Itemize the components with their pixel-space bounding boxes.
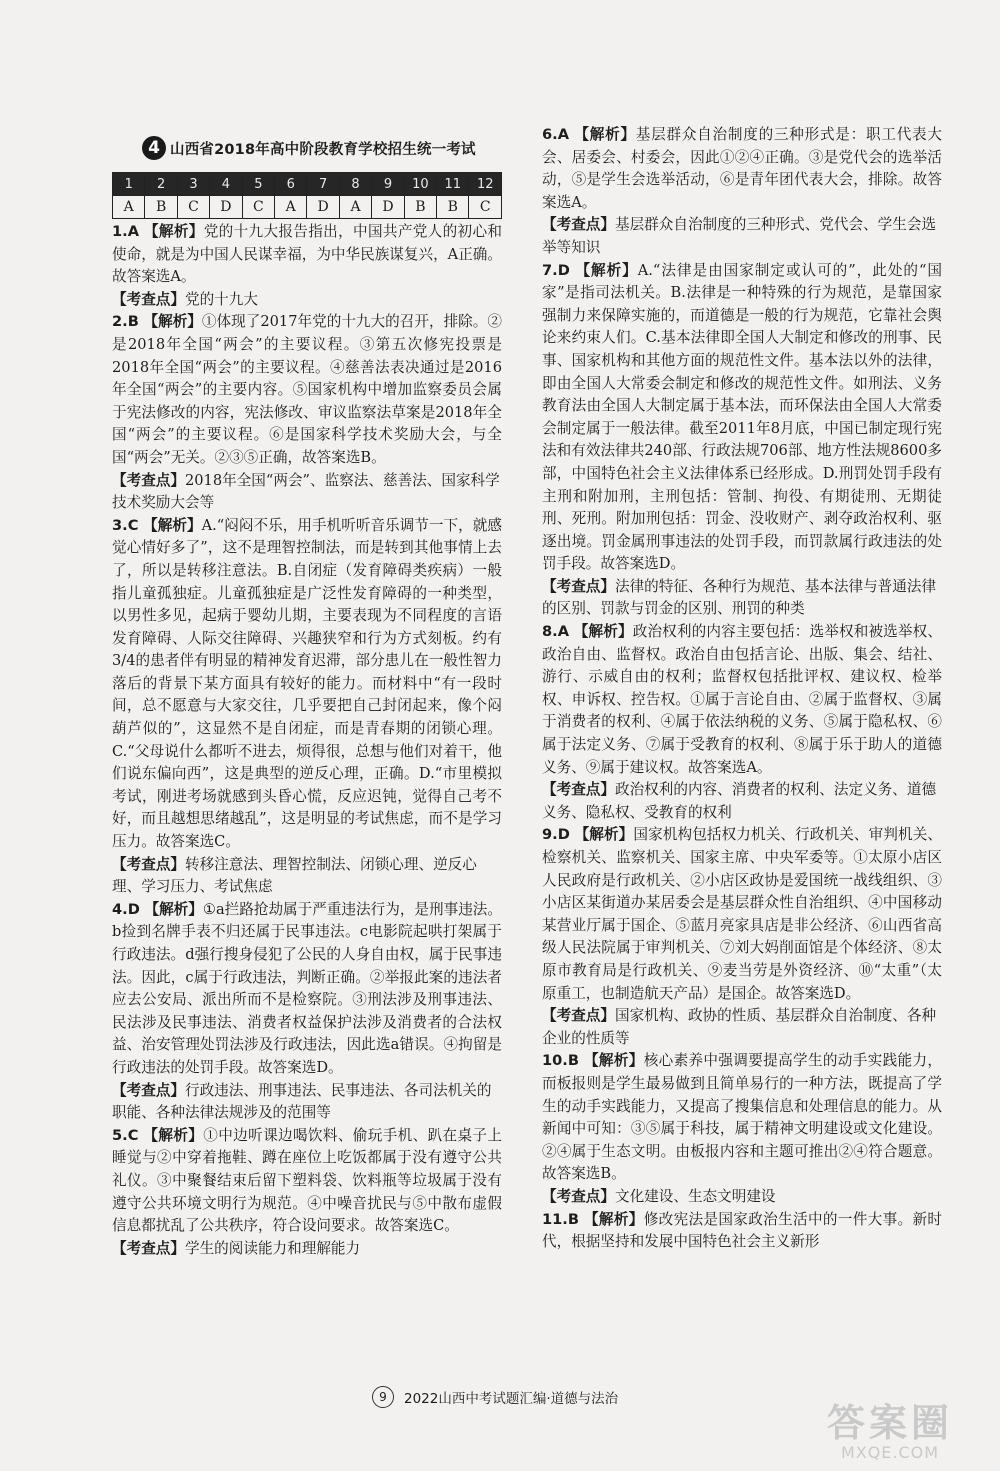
answer-table-number: 7 bbox=[307, 173, 339, 196]
question-number: 11. bbox=[542, 1210, 568, 1228]
analysis-text: ①a拦路抢劫属于严重违法行为，是刑事违法。b捡到名牌手表不归还属于民事违法。c电影院起哄打架属于行政违法。d强行搜身侵犯了公民的人身自由权，属于民事违法。因此，c属于行政违法，判断正确。②举报此案的违法者应去公安局、派出所而不是检察院。③刑法涉及刑事违法、民法涉及民事违法、消费者权益保护法涉及消费者的合法权益、治安管理处罚法涉及行政违法，因此选a错误。④拘留是行政违法的处罚手段。故答案选D。 bbox=[112, 900, 502, 1076]
key-point-text: 行政违法、刑事违法、民事违法、各司法机关的职能、各种法律法规涉及的范围等 bbox=[112, 1081, 492, 1122]
key-point bbox=[112, 1238, 502, 1261]
answer-table-answer: A bbox=[275, 196, 307, 219]
analysis-tag: 【解析】 bbox=[574, 126, 636, 143]
question-answer: C bbox=[127, 1126, 139, 1144]
key-point-tag: 【考查点】 bbox=[112, 1081, 185, 1099]
question-answer: B bbox=[127, 313, 139, 331]
question-answer: C bbox=[127, 516, 139, 534]
analysis-text: 政治权利的内容主要包括：选举权和被选举权、政治自由、监督权。政治自由包括言论、出版、集会、结社、游行、示威自由的权利；监督权包括批评权、建议权、检举权、申诉权、控告权。①属于言论自由、②属于监督权、③属于消费者的权利、④属于依法纳税的义务、⑤属于隐私权、⑥属于法定义务、⑦属于受教育的权利、⑧属于乐于助人的道德义务、⑨属于建议权。故答案选A。 bbox=[542, 623, 942, 776]
answer-table-number: 5 bbox=[242, 173, 274, 196]
question-explanation bbox=[542, 260, 942, 576]
analysis-tag: 【解析】 bbox=[573, 623, 633, 641]
key-point-text: 法律的特征、各种行为规范、基本法律与普通法律的区别、罚款与罚金的区别、刑罚的种类 bbox=[542, 577, 937, 618]
key-point-tag: 【考查点】 bbox=[112, 471, 185, 489]
exam-number-badge: 4 bbox=[142, 136, 166, 160]
answer-table-number: 12 bbox=[469, 173, 502, 196]
key-point bbox=[542, 1186, 942, 1209]
answer-table-number: 6 bbox=[275, 173, 307, 196]
analysis-text: ①体现了2017年党的十九大的召开，排除。②是2018年全国“两会”的主要议程。③第五次修宪投票是2018年全国“两会”的主要议程。④慈善法表决通过是2016年全国“两会”的主要内容。⑤国家机构中增加监察委员会属于宪法修改的内容，宪法修改、审议监察法草案是2018年全国“两会”的主要议程。⑥是国家科学技术奖励大会，与全国“两会”无关。②③⑤正确，故答案选B。 bbox=[112, 313, 502, 466]
key-point-tag: 【考查点】 bbox=[542, 216, 615, 234]
key-point bbox=[542, 779, 942, 824]
question-number: 10. bbox=[542, 1052, 568, 1070]
watermark-sub-text: MXQE.COM bbox=[840, 1443, 940, 1462]
question-number: 8. bbox=[542, 623, 558, 641]
key-point-tag: 【考查点】 bbox=[112, 855, 185, 873]
question-answer: D bbox=[127, 900, 140, 918]
question-answer: B bbox=[567, 1052, 579, 1070]
page-footer bbox=[372, 1386, 672, 1408]
watermark-main-text: 答案圈 bbox=[826, 1401, 953, 1445]
question-answer: A bbox=[127, 223, 139, 240]
question-explanation bbox=[542, 621, 942, 779]
answer-table bbox=[112, 172, 502, 219]
key-point-tag: 【考查点】 bbox=[112, 290, 185, 308]
key-point-tag: 【考查点】 bbox=[542, 781, 615, 799]
question-answer: D bbox=[557, 261, 570, 279]
answer-table-answer: D bbox=[372, 196, 404, 219]
key-point bbox=[542, 214, 942, 259]
question-number: 7. bbox=[542, 261, 558, 279]
key-point-tag: 【考查点】 bbox=[542, 577, 615, 595]
analysis-text: A.“闷闷不乐，用手机听听音乐调节一下，就感觉心情好多了”，这不是理智控制法，而是转到其他事情上去了，所以是转移注意法。B.自闭症（发育障碍类疾病）一般指儿童孤独症。儿童孤独症是广泛性发育障碍的一种类型，以男性多见，起病于婴幼儿期，主要表现为不同程度的言语发育障碍、人际交往障碍、兴趣狭窄和行为方式刻板。约有3/4的患者伴有明显的精神发育迟滞，部分患儿在一般性智力落后的背景下某方面具有较好的能力。而材料中“有一段时间，总不愿意与大家交往，几乎要把自己封闭起来，像个闷葫芦似的”，这显然不是自闭症，而是青春期的闭锁心理。C.“父母说什么都听不进去，烦得很，总想与他们对着干，他们说东偏向西”，这是典型的逆反心理，正确。D.“市里模拟考试，刚进考场就感到头昏心慌，反应迟钝，觉得自己考不好，而且越想思绪越乱”，这是明显的考试焦虑，而不是学习压力。故答案选C。 bbox=[112, 516, 502, 851]
page-number: 9 bbox=[372, 1386, 394, 1408]
answer-table-answer: C bbox=[469, 196, 502, 219]
question-explanation bbox=[542, 124, 942, 214]
answer-table-number: 4 bbox=[210, 173, 242, 196]
analysis-text: 党的十九大报告指出，中国共产党人的初心和使命，就是为中国人民谋幸福，为中华民族谋复兴，A正确。故答案选A。 bbox=[112, 223, 502, 286]
question-explanation bbox=[112, 515, 502, 854]
analysis-tag: 【解析】 bbox=[143, 1126, 204, 1144]
analysis-tag: 【解析】 bbox=[574, 826, 634, 844]
analysis-tag: 【解析】 bbox=[144, 900, 203, 918]
answer-table-answer: A bbox=[339, 196, 371, 219]
exam-title-row bbox=[142, 128, 502, 168]
key-point bbox=[112, 289, 502, 312]
answer-table-number: 3 bbox=[177, 173, 209, 196]
analysis-text: A.“法律是由国家制定或认可的”，此处的“国家”是指司法机关。B.法律是一种特殊的行为规范，是靠国家强制力来保障实施的，而道德是一般的行为规范，它靠社会舆论来约束人们。C.基本法律即全国人大制定和修改的刑事、民事、国家机构和其他方面的规范性文件。基本法以外的法律，即由全国人大常委会制定和修改的规范性文件。如刑法、义务教育法由全国人大制定属于基本法，而环保法由全国人大常委会制定属于一般法律。截至2011年8月底，中国已制定现行宪法和有效法律共240部、行政法规706部、地方性法规8600多部，中国特色社会主义法律体系已经形成。D.刑罚处罚手段有主刑和附加刑，主刑包括：管制、拘役、有期徒刑、无期徒刑、死刑。附加刑包括：罚金、没收财产、剥夺政治权利、驱逐出境。罚金属刑事违法的处罚手段，而罚款属行政违法的处罚手段。故答案选D。 bbox=[542, 261, 942, 573]
answer-table-number: 9 bbox=[372, 173, 404, 196]
left-column bbox=[112, 128, 502, 1260]
question-explanation bbox=[542, 1209, 942, 1254]
question-answer: D bbox=[557, 826, 570, 844]
analysis-tag: 【解析】 bbox=[143, 516, 202, 534]
answer-table-answer: A bbox=[113, 196, 145, 219]
key-point bbox=[112, 470, 502, 515]
key-point-text: 政治权利的内容、消费者的权利、法定义务、道德义务、隐私权、受教育的权利 bbox=[542, 781, 937, 821]
key-point-text: 国家机构、政协的性质、基层群众自治制度、各种企业的性质等 bbox=[542, 1007, 937, 1047]
answer-table-answer: D bbox=[307, 196, 339, 219]
answer-table-answer: D bbox=[210, 196, 242, 219]
question-answer: A bbox=[557, 623, 569, 641]
key-point bbox=[542, 1005, 942, 1050]
answer-table-number: 11 bbox=[437, 173, 469, 196]
key-point-text: 文化建设、生态文明建设 bbox=[614, 1187, 776, 1205]
analysis-tag: 【解析】 bbox=[583, 1210, 644, 1228]
key-point bbox=[112, 1080, 502, 1125]
question-explanation bbox=[542, 824, 942, 1005]
watermark-logo bbox=[810, 1402, 970, 1464]
key-point-text: 党的十九大 bbox=[184, 290, 258, 308]
question-number: 4. bbox=[112, 900, 128, 918]
answer-table-number: 8 bbox=[339, 173, 371, 196]
answer-table-header-row bbox=[113, 173, 502, 196]
answer-table-answer-row bbox=[113, 196, 502, 219]
analysis-text: 修改宪法是国家政治生活中的一件大事。新时代，根据坚持和发展中国特色社会主义新形 bbox=[542, 1210, 942, 1251]
analysis-tag: 【解析】 bbox=[143, 223, 204, 240]
key-point-tag: 【考查点】 bbox=[112, 1239, 185, 1257]
key-point-text: 2018年全国“两会”、监察法、慈善法、国家科学技术奖励大会等 bbox=[112, 471, 500, 512]
question-number: 5. bbox=[112, 1126, 128, 1144]
answer-table-answer: B bbox=[145, 196, 177, 219]
key-point-text: 学生的阅读能力和理解能力 bbox=[184, 1239, 361, 1257]
right-column bbox=[542, 124, 942, 1254]
answer-table-answer: B bbox=[437, 196, 469, 219]
analysis-text: 核心素养中强调要提高学生的动手实践能力，而板报则是学生最易做到且简单易行的一种方法，既提高了学生的动手实践能力，又提高了搜集信息和处理信息的能力。从新闻中可知：③⑤属于科技，属于精神文明建设或文化建设。②④属于生态文明。由板报内容和主题可推出②④符合题意。故答案选B。 bbox=[542, 1052, 942, 1183]
answer-table-number: 1 bbox=[113, 173, 145, 196]
question-number: 9. bbox=[542, 826, 558, 844]
key-point bbox=[112, 854, 502, 899]
question-number: 1. bbox=[112, 223, 128, 240]
exam-title: 山西省2018年高中阶段教育学校招生统一考试 bbox=[170, 141, 476, 158]
analysis-tag: 【解析】 bbox=[143, 313, 202, 331]
key-point-tag: 【考查点】 bbox=[542, 1187, 615, 1205]
answer-table-answer: C bbox=[177, 196, 209, 219]
question-answer: B bbox=[567, 1210, 579, 1228]
key-point-text: 转移注意法、理智控制法、闭锁心理、逆反心理、学习压力、考试焦虑 bbox=[112, 855, 477, 896]
question-explanation bbox=[112, 221, 502, 289]
question-explanation bbox=[542, 1050, 942, 1186]
analysis-text: 国家机构包括权力机关、行政机关、审判机关、检察机关、监察机关、国家主席、中央军委等。①太原小店区人民政府是行政机关、②小店区政协是爱国统一战线组织、③小店区某街道办某居委会是基层群众性自治组织、④中国移动某营业厅属于国企、⑤蓝月亮家具店是非公经济、⑥山西省高级人民法院属于审判机关、⑦刘大妈削面馆是个体经济、⑧太原市教育局是行政机关、⑨麦当劳是外资经济、⑩“太重”（太原重工，也制造航天产品）是国企。故答案选D。 bbox=[542, 826, 942, 1002]
question-answer: A bbox=[557, 126, 569, 143]
key-point-text: 基层群众自治制度的三种形式、党代会、学生会选举等知识 bbox=[542, 216, 937, 256]
answer-table-number: 2 bbox=[145, 173, 177, 196]
key-point-tag: 【考查点】 bbox=[542, 1007, 615, 1025]
footer-title: 2022山西中考试题汇编·道德与法治 bbox=[404, 1391, 619, 1407]
answer-table-number: 10 bbox=[404, 173, 436, 196]
question-explanation bbox=[112, 311, 502, 469]
analysis-tag: 【解析】 bbox=[575, 261, 638, 279]
analysis-text: ①中边听课边喝饮料、偷玩手机、趴在桌子上睡觉与②中穿着拖鞋、蹲在座位上吃饭都属于没有遵守公共礼仪。③中聚餐结束后留下塑料袋、饮料瓶等垃圾属于没有遵守公共环境文明行为规范。④中噪音扰民与⑤中散布虚假信息都扰乱了公共秩序，符合设问要求。故答案选C。 bbox=[112, 1126, 502, 1235]
question-number: 2. bbox=[112, 313, 128, 331]
question-number: 3. bbox=[112, 516, 128, 534]
question-explanation bbox=[112, 1125, 502, 1238]
analysis-text: 基层群众自治制度的三种形式是：职工代表大会、居委会、村委会，因此①②④正确。③是党代会的选举活动，⑤是学生会选举活动，⑥是青年团代表大会，排除。故答案选A。 bbox=[542, 126, 942, 211]
answer-table-answer: C bbox=[242, 196, 274, 219]
question-explanation bbox=[112, 899, 502, 1080]
key-point bbox=[542, 576, 942, 621]
question-number: 6. bbox=[542, 126, 558, 143]
analysis-tag: 【解析】 bbox=[583, 1052, 644, 1070]
answer-table-answer: B bbox=[404, 196, 436, 219]
